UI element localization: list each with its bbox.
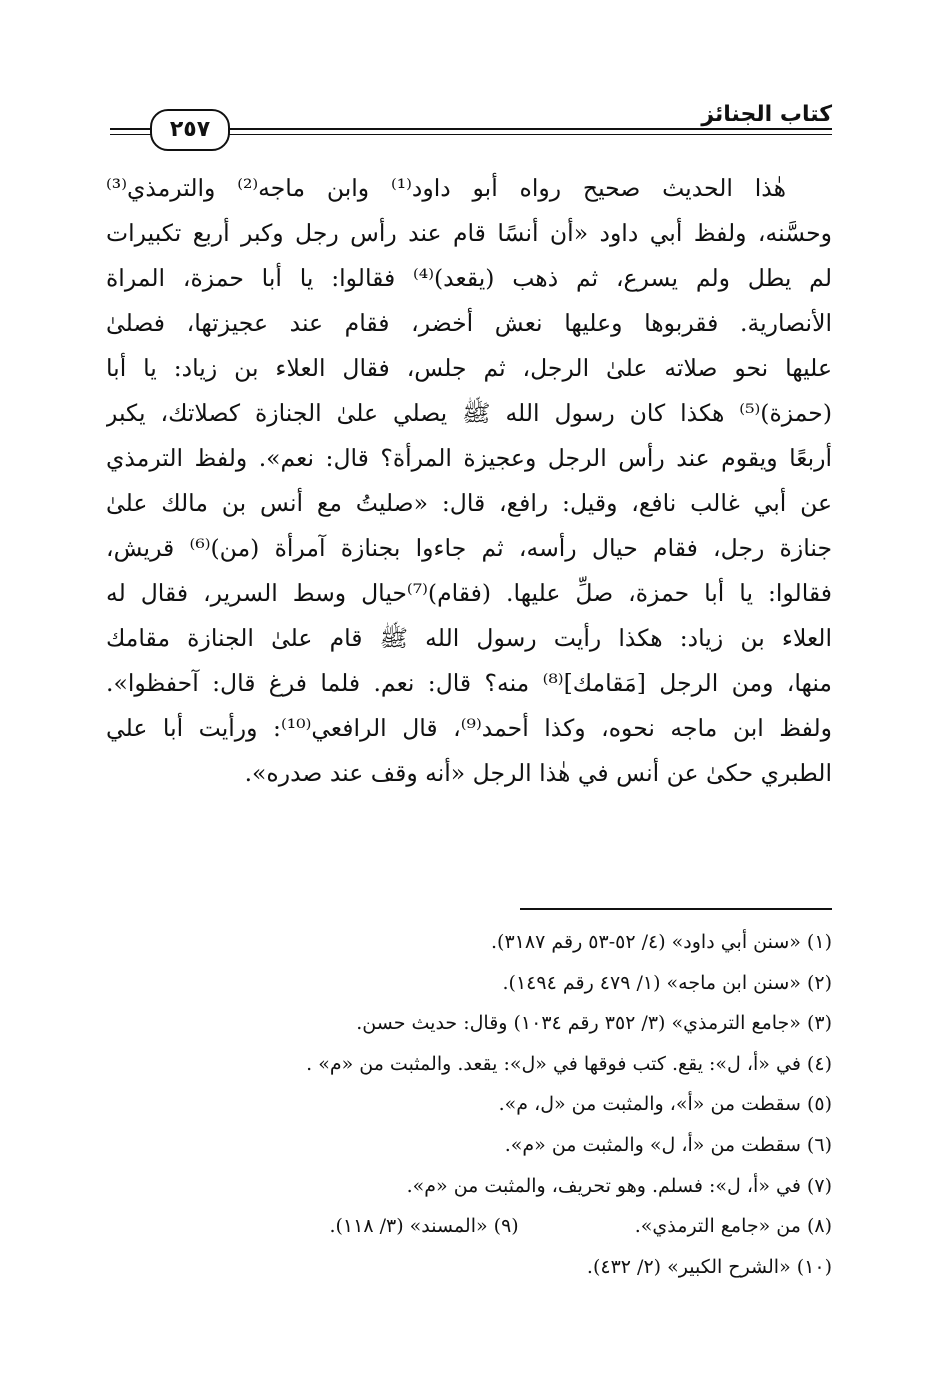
text-line: العلاء بن زياد: هكذا رأيت رسول الله ﷺ قام علىٰ الجنازة مقامك [106,624,832,652]
text-line: عليها نحو صلاته علىٰ الرجل، ثم جلس، فقال العلاء بن زياد: يا أبا [106,354,832,382]
footnote-row-8-9 [132,1206,832,1247]
footnote: (٧) في «أ، ل»: فسلم. وهو تحريف، والمثبت من «م». [406,1174,832,1197]
text-line: عن أبي غالب نافع، وقيل: رافع، قال: «صليتُ مع أنس بن مالك علىٰ [106,489,832,517]
footnote: (٤) في «أ، ل»: يقع. كتب فوقها في «ل»: يقعد. والمثبت من «م» . [306,1052,832,1075]
page-header [110,100,832,150]
footnote: (١٠) «الشرح الكبير» (٢/ ٤٣٢). [586,1255,832,1278]
text-line: فقالوا: يا أبا حمزة، صلِّ عليها. (فقام)⁽⁷⁾حيال وسط السرير، فقال له [106,579,832,607]
main-text [106,166,832,796]
text-line: هٰذا الحديث صحيح رواه أبو داود⁽¹⁾ وابن ماجه⁽²⁾ والترمذي⁽³⁾ [106,174,786,202]
text-line: لم يطل ولم يسرع، ثم ذهب (يقعد)⁽⁴⁾ فقالوا: يا أبا حمزة، المراة [106,264,832,292]
text-line: جنازة رجل، فقام حيال رأسه، ثم جاءوا بجنازة آمرأة (من)⁽⁶⁾ قريش، [106,534,832,562]
footnote: (٥) سقطت من «أ»، والمثبت من «ل، م». [498,1093,832,1116]
footnote-separator [520,908,832,910]
text-line: وحسَّنه، ولفظ أبي داود «أن أنسًا قام عند رأس رجل وكبر أربع تكبيرات [106,219,832,247]
text-line: الأنصارية. فقربوها وعليها نعش أخضر، فقام عند عجيزتها، فصلىٰ [106,309,832,337]
footnote: (٨) من «جامع الترمذي». [634,1215,832,1238]
chapter-title: كتاب الجنائز [701,102,832,127]
text-line: ولفظ ابن ماجه نحوه، وكذا أحمد⁽⁹⁾، قال الرافعي⁽¹⁰⁾: ورأيت أبا علي [106,714,832,742]
footnote: (١) «سنن أبي داود» (٤/ ٥٢-٥٣ رقم ٣١٨٧). [491,931,832,953]
footnote: (٩) «المسند» (٣/ ١١٨). [329,1215,519,1238]
text-line: أربعًا ويقوم عند رأس الرجل وعجيزة المرأة؟ قال: نعم». ولفظ الترمذي [106,444,832,472]
footnote: (٣) «جامع الترمذي» (٣/ ٣٥٢ رقم ١٠٣٤) وقال: حديث حسن. [356,1012,832,1035]
text-line: (حمزة)⁽⁵⁾ هكذا كان رسول الله ﷺ يصلي علىٰ الجنازة كصلاتك، يكبر [106,399,832,427]
footnotes [132,922,832,1287]
footnote: (٦) سقطت من «أ، ل» والمثبت من «م». [504,1133,832,1156]
text-line: منها، ومن الرجل [مَقامك]⁽⁸⁾ منه؟ قال: نعم. فلما فرغ قال: آحفظوا». [106,669,832,697]
footnote: (٢) «سنن ابن ماجه» (١/ ٤٧٩ رقم ١٤٩٤). [502,971,832,994]
text-line: الطبري حكىٰ عن أنس في هٰذا الرجل «أنه وقف عند صدره». [244,759,832,787]
page-number: ٢٥٧ [150,109,230,151]
